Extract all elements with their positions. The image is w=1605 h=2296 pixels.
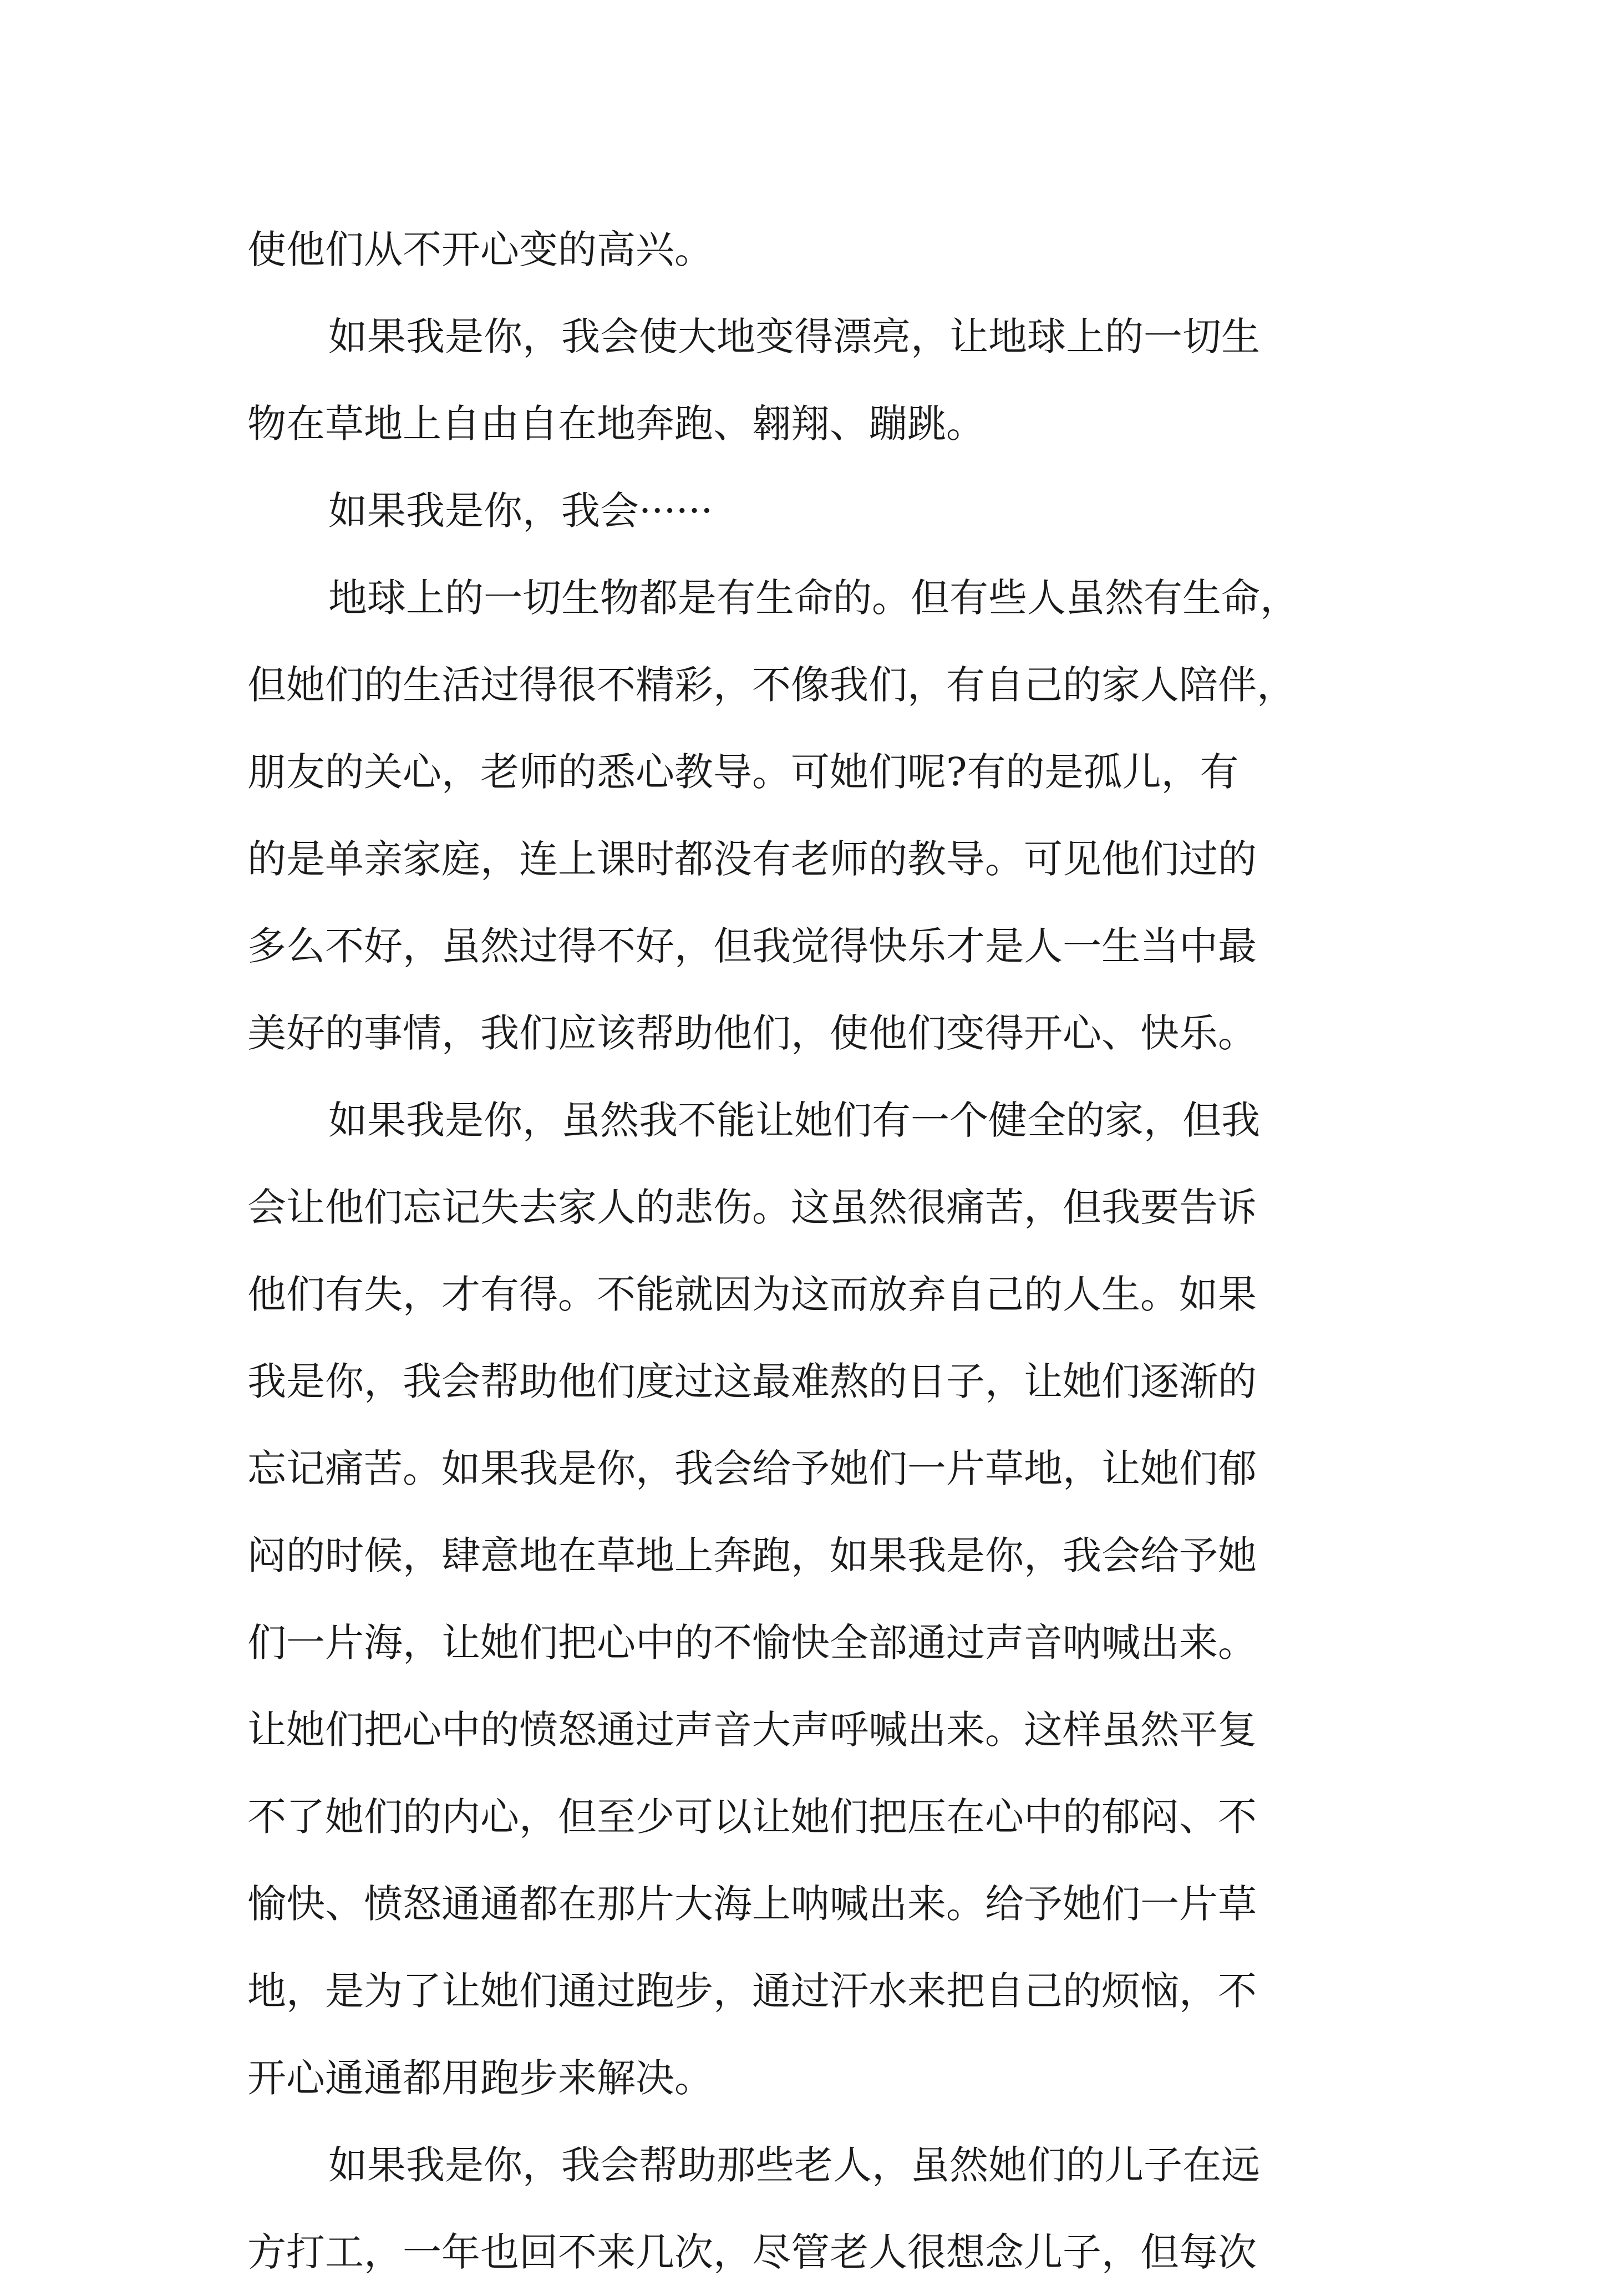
text-line: 他们有失，才有得。不能就因为这而放弃自己的人生。如果 xyxy=(247,1272,1257,1317)
text-line: 的是单亲家庭，连上课时都没有老师的教导。可见他们过的 xyxy=(247,836,1257,882)
text-line: 地球上的一切生物都是有生命的。但有些人虽然有生命， xyxy=(328,575,1299,621)
text-line: 们一片海，让她们把心中的不愉快全部通过声音呐喊出来。 xyxy=(247,1620,1257,1665)
text-line: 不了她们的内心，但至少可以让她们把压在心中的郁闷、不 xyxy=(247,1794,1257,1840)
text-line: 如果我是你，我会使大地变得漂亮，让地球上的一切生 xyxy=(328,314,1260,359)
text-line: 开心通通都用跑步来解决。 xyxy=(247,2055,713,2101)
text-line: 朋友的关心，老师的悉心教导。可她们呢?有的是孤儿，有 xyxy=(247,749,1239,795)
text-line: 让她们把心中的愤怒通过声音大声呼喊出来。这样虽然平复 xyxy=(247,1707,1257,1753)
text-line: 物在草地上自由自在地奔跑、翱翔、蹦跳。 xyxy=(247,401,985,446)
text-line: 我是你，我会帮助他们度过这最难熬的日子，让她们逐渐的 xyxy=(247,1359,1257,1404)
text-line: 忘记痛苦。如果我是你，我会给予她们一片草地，让她们郁 xyxy=(247,1446,1257,1491)
text-line: 愉快、愤怒通通都在那片大海上呐喊出来。给予她们一片草 xyxy=(247,1881,1257,1927)
text-line: 多么不好，虽然过得不好，但我觉得快乐才是人一生当中最 xyxy=(247,923,1257,969)
text-line: 使他们从不开心变的高兴。 xyxy=(247,227,713,272)
text-line: 如果我是你，我会······ xyxy=(328,488,713,534)
text-line: 如果我是你，我会帮助那些老人，虽然她们的儿子在远 xyxy=(328,2142,1260,2188)
document-body xyxy=(247,206,1390,2296)
text-line: 方打工，一年也回不来几次，尽管老人很想念儿子，但每次 xyxy=(247,2229,1257,2275)
text-line: 但她们的生活过得很不精彩，不像我们，有自己的家人陪伴， xyxy=(247,662,1296,708)
text-line: 会让他们忘记失去家人的悲伤。这虽然很痛苦，但我要告诉 xyxy=(247,1185,1257,1230)
text-line: 如果我是你，虽然我不能让她们有一个健全的家，但我 xyxy=(328,1098,1260,1143)
text-line: 美好的事情，我们应该帮助他们，使他们变得开心、快乐。 xyxy=(247,1010,1257,1056)
text-line: 闷的时候，肆意地在草地上奔跑，如果我是你，我会给予她 xyxy=(247,1533,1257,1578)
text-line: 地，是为了让她们通过跑步，通过汗水来把自己的烦恼，不 xyxy=(247,1968,1257,2014)
